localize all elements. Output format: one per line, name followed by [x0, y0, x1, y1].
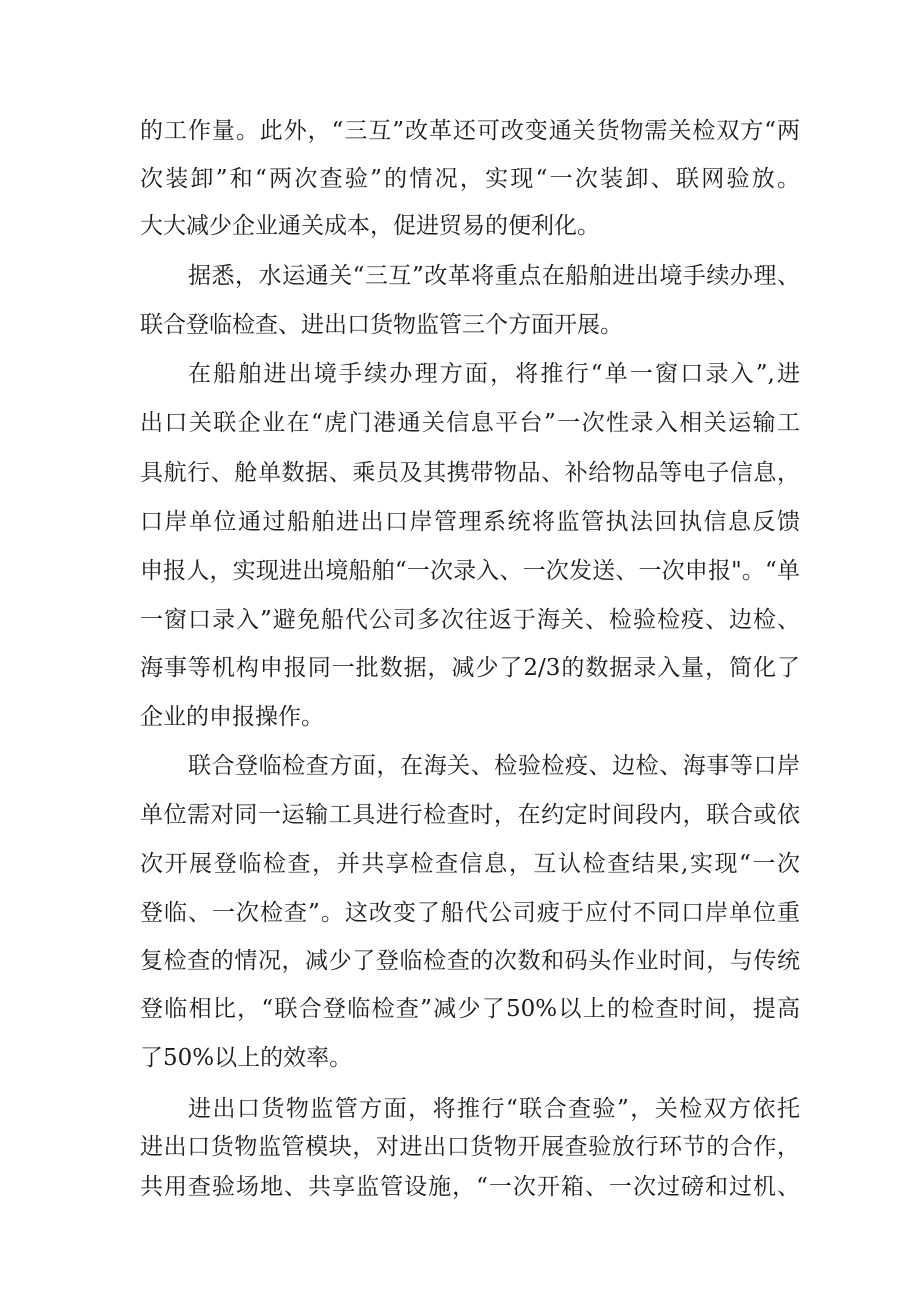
paragraph-1-line-2: 次装卸”和“两次查验”的情况，实现“一次装卸、联网验放。: [140, 166, 800, 192]
paragraph-5-line-3: 共用查验场地、共享监管设施，“一次开箱、一次过磅和过机、: [140, 1174, 800, 1200]
paragraph-2-line-1: 据悉，水运通关“三互”改革将重点在船舶进出境手续办理、: [188, 263, 800, 289]
paragraph-4-line-1: 联合登临检查方面，在海关、检验检疫、边检、海事等口岸: [188, 753, 800, 779]
paragraph-4-line-2: 单位需对同一运输工具进行检查时，在约定时间段内，联合或依: [140, 802, 800, 828]
paragraph-3-line-1: 在船舶进出境手续办理方面，将推行“单一窗口录入”,进: [188, 361, 800, 387]
paragraph-1-line-3: 大大减少企业通关成本，促进贸易的便利化。: [140, 213, 600, 239]
paragraph-3-line-2: 出口关联企业在“虎门港通关信息平台”一次性录入相关运输工: [140, 410, 800, 436]
paragraph-4-line-5: 复检查的情况，减少了登临检查的次数和码头作业时间，与传统: [140, 948, 800, 974]
paragraph-4-line-3: 次开展登临检查，并共享检查信息，互认检查结果,实现“一次: [140, 851, 800, 877]
paragraph-4-line-7: 了50%以上的效率。: [140, 1045, 353, 1071]
paragraph-1-line-1: 的工作量。此外，“三互”改革还可改变通关货物需关检双方“两: [140, 118, 800, 144]
paragraph-3-line-6: 一窗口录入”避免船代公司多次往返于海关、检验检疫、边检、: [140, 607, 800, 633]
paragraph-5-line-1: 进出口货物监管方面，将推行“联合查验”，关检双方依托: [188, 1096, 800, 1122]
paragraph-3-line-3: 具航行、舱单数据、乘员及其携带物品、补给物品等电子信息，: [140, 460, 800, 486]
paragraph-4-line-6: 登临相比，“联合登临检查”减少了50%以上的检查时间，提高: [140, 996, 800, 1022]
paragraph-2-line-2: 联合登临检查、进出口货物监管三个方面开展。: [140, 312, 623, 338]
paragraph-3-line-8: 企业的申报操作。: [140, 704, 324, 730]
paragraph-5-line-2: 进出口货物监管模块，对进出口货物开展查验放行环节的合作，: [140, 1134, 800, 1160]
paragraph-3-line-4: 口岸单位通过船舶进出口岸管理系统将监管执法回执信息反馈: [140, 509, 800, 535]
paragraph-4-line-4: 登临、一次检查”。这改变了船代公司疲于应付不同口岸单位重: [140, 900, 800, 926]
paragraph-3-line-5: 申报人，实现进出境船舶“一次录入、一次发送、一次申报"。“单: [140, 558, 800, 584]
paragraph-3-line-7: 海事等机构申报同一批数据，减少了2/3的数据录入量，简化了: [140, 655, 800, 681]
